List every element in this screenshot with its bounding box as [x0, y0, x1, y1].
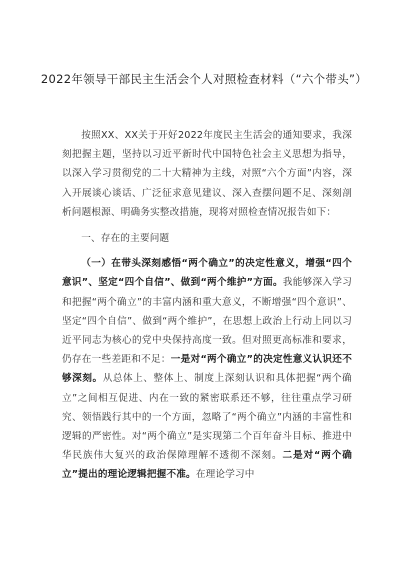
section-heading-1: 一、存在的主要问题 — [81, 233, 170, 245]
subsection-heading-1: （一）在带头深刻感悟“两个确立”的决定性意义，增强“四个意识”、坚定“四个自信”、做到“两个维护”方面。 — [62, 258, 352, 289]
subsection-text-1: 我能够深入学习和把握“两个确立”的丰富内涵和重大意义，不断增强“四个意识”、坚定“四个自信”、做到“两个维护”，在思想上政治上行动上同以习近平同志为核心的党中央保持高度一致。但对照更高标准和要求，仍存在一些差距和不足： — [62, 277, 352, 366]
intro-paragraph: 按照XX、XX关于开好2022年度民主生活会的通知要求，我深刻把握主题，坚持以习近平新时代中国特色社会主义思想为指导，以深入学习贯彻党的二十大精神为主线，对照“六个方面”内容，深入开展谈心谈话、广泛征求意见建议、深入查摆问题不足、深刻剖析问题根源、明确务实整改措施，现将对照检查情况报告如下： — [62, 130, 352, 218]
document-body — [62, 126, 352, 485]
point-1-text: 从总体上、整体上、制度上深刻认识和具体把握“两个确立”之间相互促进、内在一致的紧密联系还不够，往往重点学习研究、领悟践行其中的一个方面，忽略了“两个确立”内涵的丰富性和逻辑的严密性。对“两个确立”是实现第二个百年奋斗目标、推进中华民族伟大复兴的政治保障理解不透彻不深刻。 — [62, 373, 352, 462]
subsection-paragraph-1 — [62, 254, 352, 484]
point-1-heading: 一是对“两个确立”的决定性意义认识还不够深刻。 — [62, 354, 352, 385]
document-title: 2022年领导干部民主生活会个人对照检查材料（“六个带头”） — [40, 72, 368, 86]
point-2-heading: 二是对“两个确立”提出的理论逻辑把握不准。 — [62, 450, 352, 481]
point-2-text: 在理论学习中 — [195, 469, 255, 481]
